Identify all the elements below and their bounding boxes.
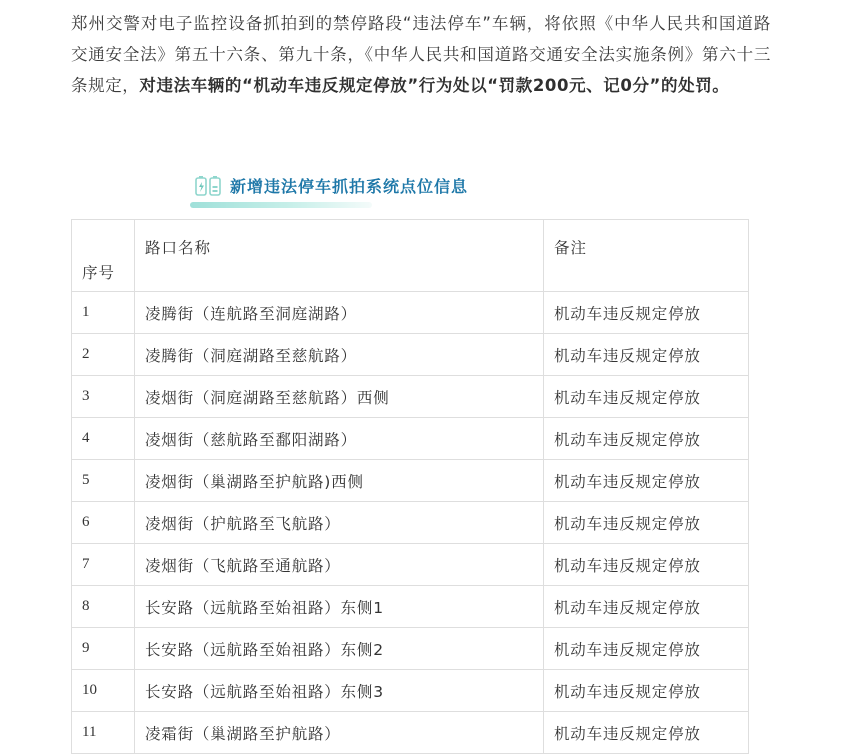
- intro-paragraph: [71, 0, 771, 101]
- cell-road: 长安路（远航路至始祖路）东侧1: [135, 586, 544, 628]
- article-body: [71, 0, 771, 101]
- cell-note: 机动车违反规定停放: [544, 544, 749, 586]
- cell-no: 10: [72, 670, 135, 712]
- intro-bold-text: 对违法车辆的“机动车违反规定停放”行为处以“罚款200元、记0分”的处罚。: [139, 76, 730, 95]
- intro-text: 郑州交警对电子监控设备抓拍到的禁停路段“违法停车”车辆，将依照《中华人民共和国道路交通安全法》第五十六条、第九十条，《中华人民共和国道路交通安全法实施条例》第六十三条规定，: [71, 14, 771, 95]
- header-no: 序号: [72, 220, 135, 292]
- cell-road: 凌烟街（飞航路至通航路）: [135, 544, 544, 586]
- cell-road: 凌烟街（护航路至飞航路）: [135, 502, 544, 544]
- cell-no: 4: [72, 418, 135, 460]
- cell-no: 3: [72, 376, 135, 418]
- cell-note: 机动车违反规定停放: [544, 670, 749, 712]
- table-row: [72, 628, 749, 670]
- section-title-underline: [190, 202, 372, 208]
- cell-road: 长安路（远航路至始祖路）东侧3: [135, 670, 544, 712]
- cell-note: 机动车违反规定停放: [544, 502, 749, 544]
- cell-no: 6: [72, 502, 135, 544]
- cell-note: 机动车违反规定停放: [544, 628, 749, 670]
- table-row: [72, 418, 749, 460]
- section-title: 新增违法停车抓拍系统点位信息: [230, 177, 469, 196]
- header-road-name: 路口名称: [135, 220, 544, 292]
- cell-road: 凌腾街（洞庭湖路至慈航路）: [135, 334, 544, 376]
- table-row: [72, 544, 749, 586]
- table-row: [72, 586, 749, 628]
- table-row: [72, 334, 749, 376]
- cell-note: 机动车违反规定停放: [544, 334, 749, 376]
- battery-charging-icon: [194, 174, 224, 198]
- cell-no: 5: [72, 460, 135, 502]
- cell-note: 机动车违反规定停放: [544, 460, 749, 502]
- cell-no: 2: [72, 334, 135, 376]
- cell-road: 凌烟街（洞庭湖路至慈航路）西侧: [135, 376, 544, 418]
- parking-camera-table: [71, 219, 749, 754]
- table-row: [72, 670, 749, 712]
- cell-no: 11: [72, 712, 135, 754]
- table-row: [72, 292, 749, 334]
- cell-no: 9: [72, 628, 135, 670]
- cell-note: 机动车违反规定停放: [544, 418, 749, 460]
- cell-note: 机动车违反规定停放: [544, 292, 749, 334]
- cell-road: 凌霜街（巢湖路至护航路）: [135, 712, 544, 754]
- cell-road: 凌腾街（连航路至洞庭湖路）: [135, 292, 544, 334]
- cell-note: 机动车违反规定停放: [544, 712, 749, 754]
- table-row: [72, 376, 749, 418]
- table-row: [72, 502, 749, 544]
- cell-road: 长安路（远航路至始祖路）东侧2: [135, 628, 544, 670]
- cell-note: 机动车违反规定停放: [544, 376, 749, 418]
- cell-no: 7: [72, 544, 135, 586]
- cell-road: 凌烟街（慈航路至鄱阳湖路）: [135, 418, 544, 460]
- table-row: [72, 712, 749, 754]
- cell-no: 1: [72, 292, 135, 334]
- header-note: 备注: [544, 220, 749, 292]
- table-header-row: [72, 220, 749, 292]
- cell-no: 8: [72, 586, 135, 628]
- table-row: [72, 460, 749, 502]
- cell-road: 凌烟街（巢湖路至护航路)西侧: [135, 460, 544, 502]
- section-heading: [190, 168, 490, 212]
- cell-note: 机动车违反规定停放: [544, 586, 749, 628]
